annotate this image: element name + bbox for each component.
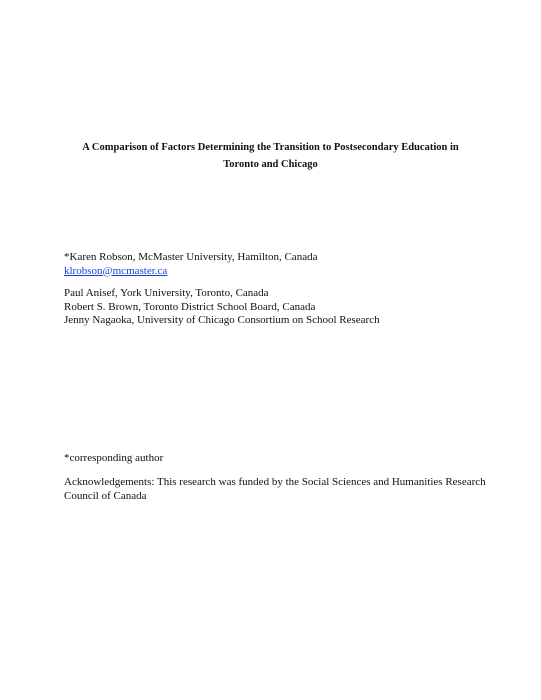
primary-author-block bbox=[64, 251, 317, 278]
coauthor-item: Jenny Nagaoka, University of Chicago Consortium on School Research bbox=[64, 314, 380, 326]
paper-title-line-2: Toronto and Chicago bbox=[223, 159, 318, 170]
acknowledgements-block bbox=[64, 476, 486, 503]
primary-author-affiliation: *Karen Robson, McMaster University, Hamilton, Canada bbox=[64, 251, 318, 263]
acknowledgements-line-1: Acknowledgements: This research was funded by the Social Sciences and Humanities Research bbox=[64, 476, 486, 488]
coauthor-list bbox=[64, 287, 380, 328]
corresponding-author-text: *corresponding author bbox=[64, 452, 164, 464]
author-email-link[interactable]: klrobson@mcmaster.ca bbox=[64, 264, 168, 277]
paper-title-line-1: A Comparison of Factors Determining the Transition to Postsecondary Education in bbox=[82, 142, 459, 153]
coauthor-item: Robert S. Brown, Toronto District School Board, Canada bbox=[64, 300, 316, 313]
coauthor-item: Paul Anisef, York University, Toronto, Canada bbox=[64, 287, 269, 299]
paper-title bbox=[40, 139, 501, 173]
acknowledgements-line-2: Council of Canada bbox=[64, 489, 147, 502]
corresponding-author-note bbox=[64, 452, 163, 466]
